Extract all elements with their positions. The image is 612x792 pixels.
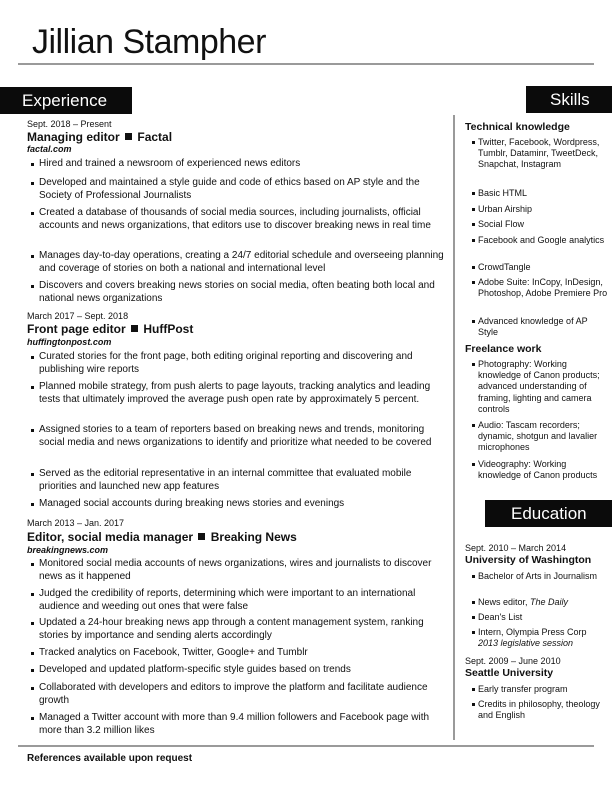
job-role: Managing editor bbox=[27, 130, 120, 144]
job-bullet: Managed social accounts during breaking news stories and evenings bbox=[39, 498, 444, 511]
job-bullet: Manages day-to-day operations, creating a 24/7 editorial schedule and overseeing planning and coverage of stories on both a national and international level bbox=[39, 250, 444, 274]
technical-knowledge-heading: Technical knowledge bbox=[465, 121, 570, 133]
job-bullet: Developed and maintained a style guide and code of ethics based on AP style and the Society of Professional Journalists bbox=[39, 177, 444, 202]
skill-item: Urban Airship bbox=[478, 204, 608, 215]
skill-item: Videography: Working knowledge of Canon products bbox=[478, 459, 608, 481]
job-bullet: Judged the credibility of reports, determining which were important to an international audience and weeding out ones that were false bbox=[39, 588, 444, 613]
job-bullet: Discovers and covers breaking news stories on social media, often beating both local and national news organizations bbox=[39, 280, 444, 305]
job-date: Sept. 2018 – Present bbox=[27, 119, 112, 129]
freelance-work-heading: Freelance work bbox=[465, 343, 542, 355]
job-role: Front page editor bbox=[27, 322, 126, 336]
square-separator-icon bbox=[131, 325, 138, 332]
candidate-name: Jillian Stampher bbox=[32, 23, 266, 61]
job-bullet: Hired and trained a newsroom of experienced news editors bbox=[39, 158, 444, 171]
education-item: Early transfer program bbox=[478, 684, 608, 695]
job-company: HuffPost bbox=[143, 322, 194, 336]
experience-heading: Experience bbox=[22, 91, 108, 110]
skill-item: Basic HTML bbox=[478, 188, 608, 199]
skill-item: CrowdTangle bbox=[478, 262, 608, 273]
job-bullet: Developed and updated platform-specific style guides based on trends bbox=[39, 664, 444, 677]
education-item: Bachelor of Arts in Journalism bbox=[478, 571, 608, 582]
footer-divider bbox=[18, 745, 594, 747]
job-bullet: Created a database of thousands of social media sources, including journalists, official accounts and news organizations, that editors use to discover breaking news in real time bbox=[39, 207, 444, 232]
education-item: Credits in philosophy, theology and English bbox=[478, 699, 608, 721]
skill-item: Social Flow bbox=[478, 219, 608, 230]
job-bullet: Collaborated with developers and editors to improve the platform and facilitate audience growth bbox=[39, 682, 444, 707]
job-bullet: Tracked analytics on Facebook, Twitter, Google+ and Tumblr bbox=[39, 647, 444, 660]
references-note: References available upon request bbox=[27, 753, 193, 764]
job-site: factal.com bbox=[27, 144, 72, 154]
education-school: Seattle University bbox=[465, 667, 554, 679]
job-date: March 2013 – Jan. 2017 bbox=[27, 518, 125, 528]
education-date: Sept. 2010 – March 2014 bbox=[465, 543, 567, 553]
job-bullet: Assigned stories to a team of reporters based on breaking news and trends, monitoring social media and news organizations to identify and prioritize what needed to be covered bbox=[39, 424, 444, 449]
news-editor-publication: The Daily bbox=[530, 597, 569, 607]
job-site: huffingtonpost.com bbox=[27, 337, 112, 347]
job-bullet: Updated a 24-hour breaking news app through a content management system, ranking stories by importance and sending alerts accordingly bbox=[39, 617, 444, 642]
skills-heading: Skills bbox=[550, 90, 590, 109]
intern-title: Intern, Olympia Press Corp bbox=[478, 627, 587, 637]
job-role: Editor, social media manager bbox=[27, 530, 194, 544]
education-banner bbox=[485, 500, 612, 527]
skill-item: Facebook and Google analytics bbox=[478, 235, 608, 246]
skills-banner bbox=[526, 86, 612, 113]
education-item bbox=[478, 597, 608, 608]
job-title bbox=[27, 530, 297, 544]
job-bullet: Served as the editorial representative in an internal committee that evaluated mobile priorities and launched new app features bbox=[39, 468, 444, 493]
job-company: Breaking News bbox=[210, 530, 297, 544]
job-bullet: Planned mobile strategy, from push alerts to page layouts, tracking analytics and leading tests that ultimately improved the average push open rate by approximately 5 percent. bbox=[39, 381, 444, 406]
header-divider bbox=[18, 63, 594, 65]
skill-item: Twitter, Facebook, Wordpress, Tumblr, Dataminr, TweetDeck, Snapchat, Instagram bbox=[478, 137, 608, 171]
job-date: March 2017 – Sept. 2018 bbox=[27, 311, 129, 321]
column-divider bbox=[453, 115, 455, 740]
job-company: Factal bbox=[137, 130, 173, 144]
education-heading: Education bbox=[511, 504, 587, 523]
job-title bbox=[27, 322, 193, 336]
education-item: Dean's List bbox=[478, 612, 608, 623]
job-bullet: Managed a Twitter account with more than 9.4 million followers and Facebook page with more than 3.2 million likes bbox=[39, 712, 444, 737]
news-editor-role: News editor, bbox=[478, 597, 531, 607]
job-bullet: Monitored social media accounts of news organizations, wires and journalists to discover news as it happened bbox=[39, 558, 444, 583]
job-bullet: Curated stories for the front page, both editing original reporting and discovering and publishing wire reports bbox=[39, 351, 444, 376]
square-separator-icon bbox=[198, 533, 205, 540]
skill-item: Advanced knowledge of AP Style bbox=[478, 316, 608, 338]
experience-banner bbox=[0, 87, 132, 114]
job-site: breakingnews.com bbox=[27, 545, 109, 555]
job-title bbox=[27, 130, 172, 144]
skill-item: Audio: Tascam recorders; dynamic, shotgun and lavalier microphones bbox=[478, 420, 608, 454]
education-date: Sept. 2009 – June 2010 bbox=[465, 656, 561, 666]
education-item bbox=[478, 627, 608, 649]
square-separator-icon bbox=[125, 133, 132, 140]
education-school: University of Washington bbox=[465, 554, 592, 566]
intern-note: 2013 legislative session bbox=[478, 638, 574, 649]
skill-item: Photography: Working knowledge of Canon products; advanced understanding of framing, lighting and camera controls bbox=[478, 359, 608, 415]
skill-item: Adobe Suite: InCopy, InDesign, Photoshop, Adobe Premiere Pro bbox=[478, 277, 608, 299]
